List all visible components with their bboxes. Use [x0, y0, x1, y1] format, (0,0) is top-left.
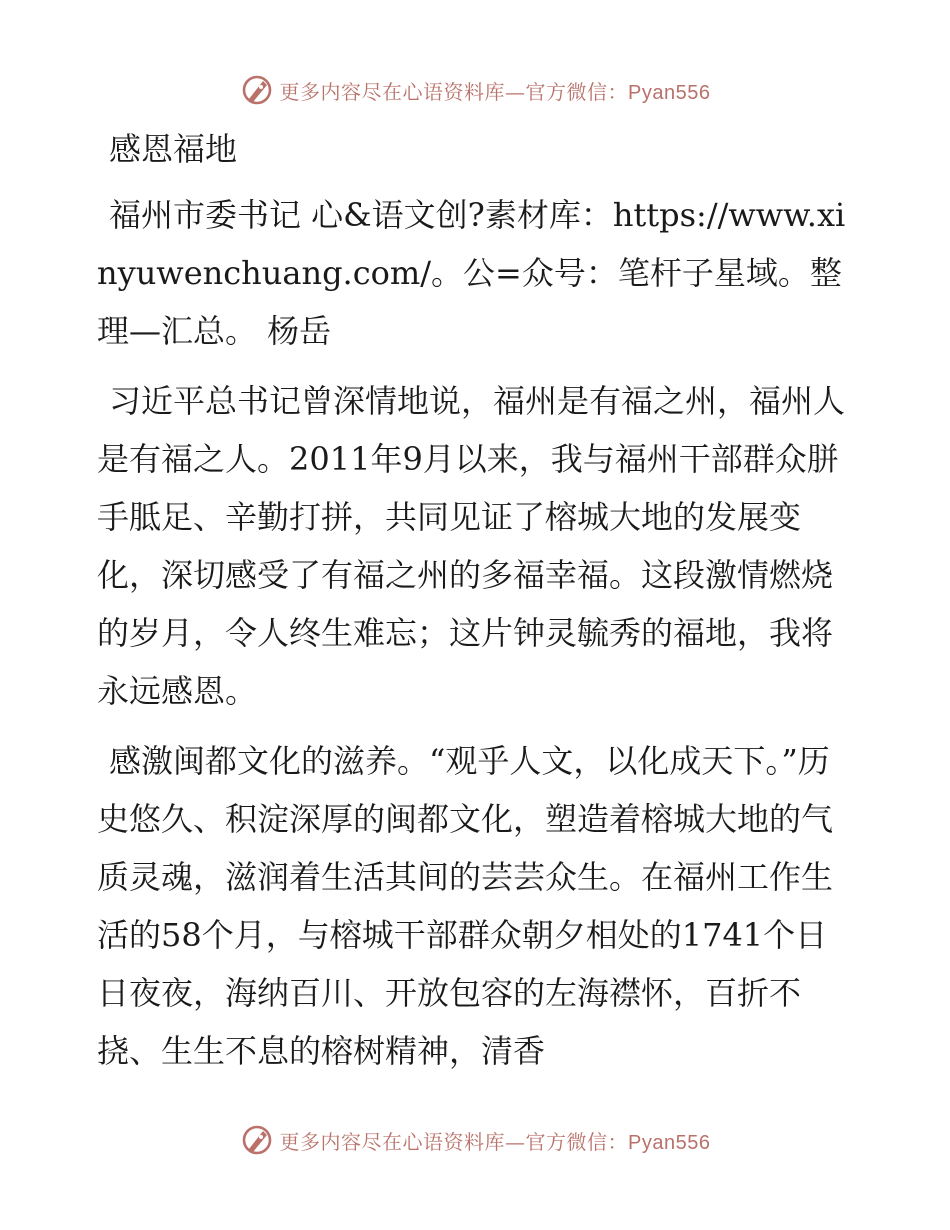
document-title: 感恩福地	[109, 130, 238, 168]
pen-nib-logo-icon	[240, 1123, 274, 1157]
header-watermark	[0, 70, 950, 110]
watermark-text: 更多内容尽在心语资料库—官方微信：Pyan556	[279, 79, 711, 104]
document-body	[97, 120, 857, 1092]
watermark-text: 更多内容尽在心语资料库—官方微信：Pyan556	[279, 1129, 711, 1154]
footer-watermark	[0, 1120, 950, 1160]
watermark-account: Pyan556	[628, 81, 711, 104]
paragraph: 习近平总书记曾深情地说，福州是有福之州，福州人是有福之人。2011年9月以来，我与福州干部群众胼手胝足、辛勤打拼，共同见证了榕城大地的发展变化，深切感受了有福之州的多福幸福。这段激情燃烧的岁月，令人终生难忘；这片钟灵毓秀的福地，我将永远感恩。	[97, 382, 846, 710]
watermark-account: Pyan556	[628, 1131, 711, 1154]
pen-nib-logo-icon	[240, 73, 274, 107]
document-byline: 福州市委书记 心&语文创?素材库：https://www.xinyuwenchuang.com/。公=众号：笔杆子星域。整理—汇总。 杨岳	[97, 196, 846, 350]
paragraph: 感激闽都文化的滋养。“观乎人文，以化成天下。”历史悠久、积淀深厚的闽都文化，塑造着榕城大地的气质灵魂，滋润着生活其间的芸芸众生。在福州工作生活的58个月，与榕城干部群众朝夕相处的1741个日日夜夜，海纳百川、开放包容的左海襟怀，百折不挠、生生不息的榕树精神，清香	[97, 742, 834, 1070]
